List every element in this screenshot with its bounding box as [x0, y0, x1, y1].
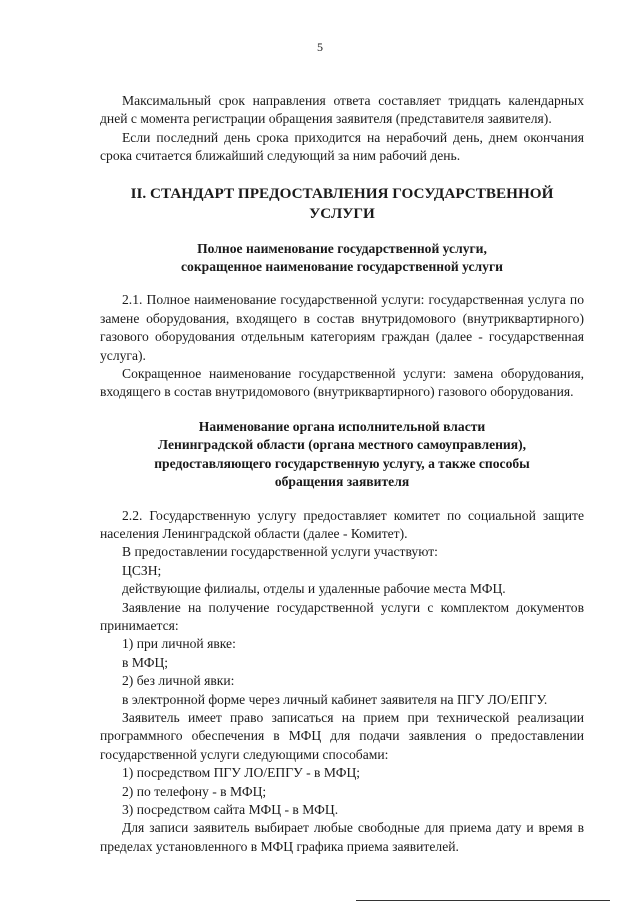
- section-1-paragraph-2: Сокращенное наименование государственной услуги: замена оборудования, входящего в состав внутридомового (внутриквартирного) газового оборудования.: [100, 366, 584, 400]
- section-2-paragraph-12: 2) по телефону - в МФЦ;: [122, 783, 267, 799]
- section-2-paragraph-4: действующие филиалы, отделы и удаленные рабочие места МФЦ.: [122, 581, 506, 597]
- chapter-title: II. СТАНДАРТ ПРЕДОСТАВЛЕНИЯ ГОСУДАРСТВЕННОЙ УСЛУГИ: [130, 184, 554, 222]
- section-2-paragraph-1: 2.2. Государственную услугу предоставляет комитет по социальной защите населения Ленинградской области (далее - Комитет).: [100, 507, 584, 541]
- section-2-paragraph-14: Для записи заявитель выбирает любые свободные для приема дату и время в пределах установленного в МФЦ графика приема заявителей.: [100, 820, 584, 854]
- section-2-heading: [100, 418, 584, 492]
- section-2-paragraph-2: В предоставлении государственной услуги участвуют:: [122, 544, 438, 560]
- section-1-heading-line-1: Полное наименование государственной услуги,: [197, 240, 487, 256]
- section-2-paragraph-13: 3) посредством сайта МФЦ - в МФЦ.: [122, 802, 339, 817]
- section-2-paragraph-11: 1) посредством ПГУ ЛО/ЕПГУ - в МФЦ;: [122, 765, 361, 781]
- section-2-paragraph-9: в электронной форме через личный кабинет заявителя на ПГУ ЛО/ЕПГУ.: [122, 691, 548, 707]
- section-2-heading-line-1: Наименование органа исполнительной власти: [198, 418, 486, 434]
- intro-paragraph-1: Максимальный срок направления ответа составляет тридцать календарных дней с момента регистрации обращения заявителя (представителя заявителя).: [100, 93, 584, 127]
- section-1-paragraph-1: 2.1. Полное наименование государственной услуги: государственная услуга по замене оборудования, входящего в состав внутридомового (внутриквартирного) газового оборудования отдельным категориям граждан (далее - государственная услуга).: [100, 292, 584, 363]
- section-2-paragraph-8: 2) без личной явки:: [122, 673, 235, 689]
- section-2-paragraph-7: в МФЦ;: [122, 654, 169, 670]
- section-2-paragraph-10: Заявитель имеет право записаться на прием при технической реализации программного обеспечения в МФЦ для подачи заявления о предоставлении государственной услуги следующими способами:: [100, 709, 584, 762]
- section-2-heading-line-2: Ленинградской области (органа местного самоуправления),: [157, 437, 527, 453]
- page-content: [100, 92, 584, 856]
- section-2-paragraph-5: Заявление на получение государственной услуги с комплектом документов принимается:: [100, 599, 584, 633]
- section-2-heading-line-4: обращения заявителя: [274, 474, 410, 490]
- section-1-heading: [100, 240, 584, 277]
- footer-divider: [356, 900, 610, 901]
- page-number: 5: [317, 40, 323, 54]
- section-1-heading-line-2: сокращенное наименование государственной услуги: [181, 259, 503, 275]
- section-2-paragraph-3: ЦСЗН;: [122, 562, 162, 578]
- intro-paragraph-2: Если последний день срока приходится на нерабочий день, днем окончания срока считается ближайший следующий за ним рабочий день.: [100, 129, 584, 164]
- section-2-paragraph-6: 1) при личной явке:: [122, 636, 236, 652]
- section-2-heading-line-3: предоставляющего государственную услугу, а также способы: [154, 455, 530, 471]
